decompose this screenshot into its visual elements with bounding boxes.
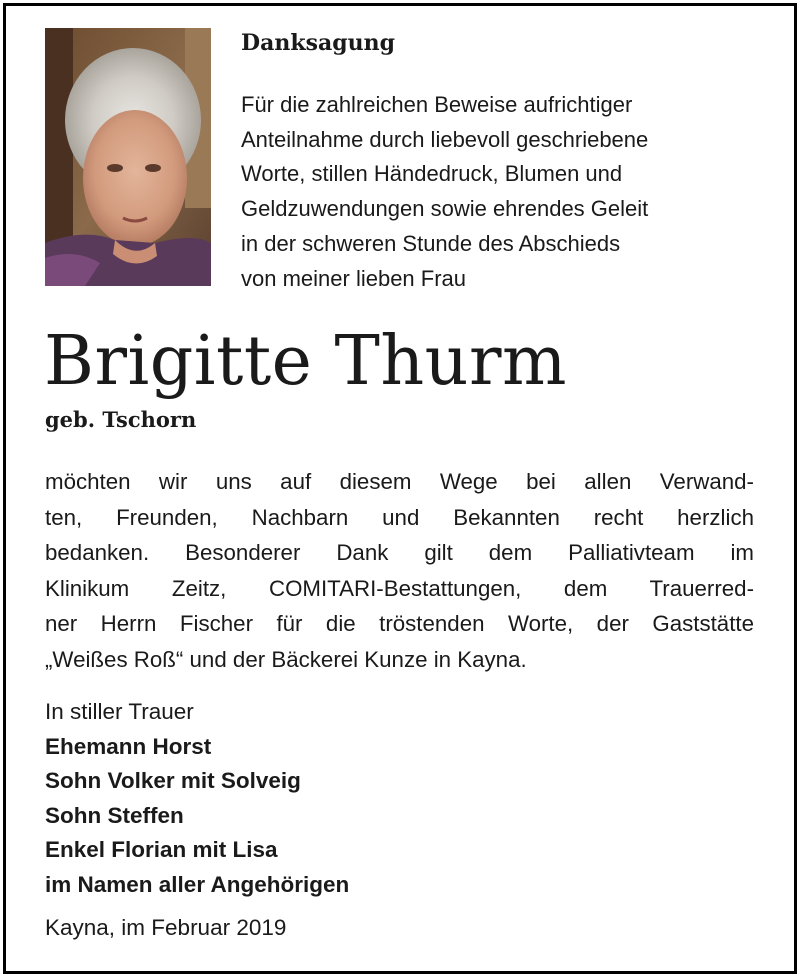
paragraph-line: ner Herrn Fischer für die tröstenden Worte, der Gaststätte bbox=[45, 611, 754, 637]
closing-intro: In stiller Trauer bbox=[45, 699, 194, 724]
place-date: Kayna, im Februar 2019 bbox=[45, 915, 287, 940]
intro-line: Für die zahlreichen Beweise aufrichtiger bbox=[241, 92, 633, 117]
intro-line: Geldzuwendungen sowie ehrendes Geleit bbox=[241, 196, 649, 222]
mourner-name: Sohn Volker mit Solveig bbox=[45, 768, 301, 793]
intro-title: Danksagung bbox=[241, 30, 395, 56]
portrait-photo bbox=[45, 28, 211, 286]
mourner-name: Sohn Steffen bbox=[45, 802, 184, 828]
paragraph-line: möchten wir uns auf diesem Wege bei allen Verwand- bbox=[45, 469, 754, 494]
deceased-name: Brigitte Thurm bbox=[44, 322, 567, 401]
paragraph-line: „Weißes Roß“ und der Bäckerei Kunze in Kayna. bbox=[45, 646, 527, 672]
paragraph-line: bedanken. Besonderer Dank gilt dem Palliativteam im bbox=[45, 540, 754, 566]
intro-line: von meiner lieben Frau bbox=[241, 265, 467, 291]
intro-line: in der schweren Stunde des Abschieds bbox=[241, 230, 621, 256]
intro-line: Anteilnahme durch liebevoll geschriebene bbox=[241, 126, 649, 152]
mourner-name: im Namen aller Angehörigen bbox=[45, 871, 350, 897]
paragraph-line: Klinikum Zeitz, COMITARI-Bestattungen, dem Trauerred- bbox=[45, 575, 754, 601]
paragraph-line: ten, Freunden, Nachbarn und Bekannten recht herzlich bbox=[45, 504, 754, 530]
mourner-name: Enkel Florian mit Lisa bbox=[45, 837, 278, 862]
mourners-block bbox=[45, 695, 349, 902]
mourner-name: Ehemann Horst bbox=[45, 733, 212, 759]
maiden-name: geb. Tschorn bbox=[45, 407, 197, 432]
thanks-paragraph bbox=[45, 464, 754, 678]
intro-line: Worte, stillen Händedruck, Blumen und bbox=[241, 161, 623, 187]
intro-text bbox=[241, 88, 771, 296]
